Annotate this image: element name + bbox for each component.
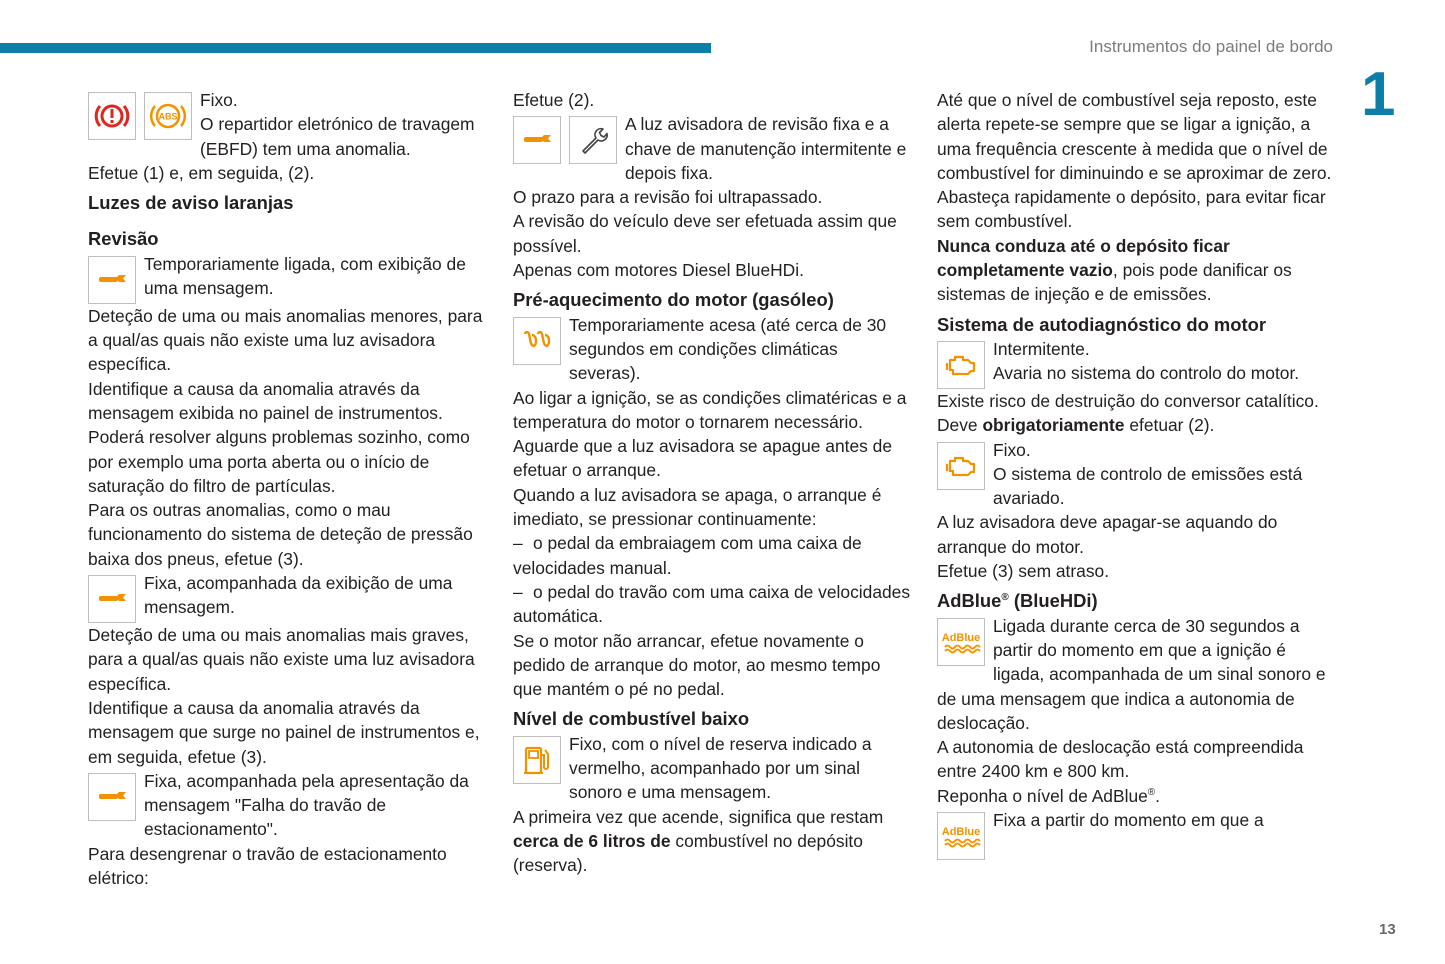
page-header-title: Instrumentos do painel de bordo [1089,37,1333,56]
engine-icon [937,341,985,389]
preheat-row [513,313,913,386]
engine-icon [937,442,985,490]
column-2 [513,88,913,878]
svg-text:ABS: ABS [158,111,178,122]
text: Deteção de uma ou mais anomalias mais graves, para a qual/as quais não existe uma luz avisadora específica. [88,625,475,694]
text [937,784,1332,808]
adblue-icon-label: AdBlue [941,631,981,644]
text: A primeira vez que acende, significa que restam [513,806,884,827]
text: o pedal do travão com uma caixa de velocidades automática. [513,581,911,627]
text: Identifique a causa da anomalia através da mensagem que surge no painel de instrumentos e, em seguida, efetue (3). [88,697,480,767]
adblue-icon [937,618,985,666]
text: A revisão do veículo deve ser efetuada assim que possível. [513,211,897,256]
service-row [88,571,484,623]
text: Fixa, acompanhada pela apresentação da mensagem "Falha do travão de estacionamento". [144,770,469,840]
text: A luz avisadora deve apagar-se aquando do arranque do motor. [937,512,1278,557]
text: Abasteça rapidamente o depósito, para evitar ficar sem combustível. [937,187,1326,232]
text: Efetue (2). [513,90,595,110]
glow-plug-icon [513,317,561,365]
text [513,805,913,878]
text: Temporariamente ligada, com exibição de uma mensagem. [144,253,466,299]
text: Temporariamente acesa (até cerca de 30 segundos em condições climáticas severas). [569,314,887,384]
section-heading: Sistema de autodiagnóstico do motor [937,313,1267,335]
text: Se o motor não arrancar, efetue novamente o pedido de arranque do motor, ao mesmo tempo que mantém o pé no pedal. [513,630,881,700]
text: Fixa a partir do momento em que a [993,810,1264,831]
engine-diag-row [937,337,1332,389]
brake-warning-row [88,88,484,161]
text: efetuar (2). [1124,415,1215,436]
text: Deve [937,415,983,436]
text: O sistema de controlo de emissões está avariado. [993,463,1303,509]
list-item [513,531,913,580]
text: Efetue (3) sem atraso. [937,561,1110,582]
text: Ao ligar a ignição, se as condições climatéricas e a temperatura do motor o tornarem necessário. [513,387,907,432]
text: Fixo, com o nível de reserva indicado a vermelho, acompanhado por um sinal sonoro e uma mensagem. [569,733,872,803]
chapter-number: 1 [1361,60,1396,129]
maintenance-spanner-icon [569,116,617,164]
section-heading: Nível de combustível baixo [513,708,750,730]
bold-text: Nunca conduza até o depósito ficar completamente vazio [937,235,1230,281]
wrench-icon [88,575,136,623]
text: Efetue (1) e, em seguida, (2). [88,162,315,183]
text: Fixa, acompanhada da exibição de uma mensagem. [144,573,453,618]
section-heading: Revisão [88,228,159,250]
text: Deteção de uma ou mais anomalias menores, para a qual/as quais não existe uma luz avisadora específica. [88,305,483,375]
adblue-icon [937,812,985,860]
engine-emission-row [937,438,1332,511]
text: Para os outras anomalias, como o mau funcionamento do sistema de deteção de pressão baixa dos pneus, efetue (3). [88,500,473,569]
column-1 [88,88,484,890]
wrench-icon [88,773,136,821]
fuel-row [513,732,913,805]
text [937,234,1332,307]
dash: – [513,581,523,602]
header-accent-bar [0,43,711,53]
text: Para desengrenar o travão de estacionamento elétrico: [88,843,447,889]
text: combustível no depósito (reserva). [513,830,863,876]
column-3 [937,88,1332,860]
text: Apenas com motores Diesel BlueHDi. [513,260,804,281]
text: Fixo. [993,439,1031,460]
abs-warning-icon [144,92,192,140]
text: Até que o nível de combustível seja reposto, este alerta repete-se sempre que se ligar a ignição, a uma frequência crescente à medida que o nível de combustível for diminuindo e se aproximar de zero. [937,90,1332,183]
section-heading: Luzes de aviso laranjas [88,192,294,214]
adblue-row [937,808,1332,860]
service-row [88,252,484,304]
text: AdBlue [937,590,1002,612]
text: Fixo. [200,90,238,110]
adblue-row [937,614,1332,735]
text: o pedal da embraiagem com uma caixa de velocidades manual. [513,533,862,578]
section-heading [937,589,1332,613]
text: A luz avisadora de revisão fixa e a chave de manutenção intermitente e depois fixa. [625,114,907,183]
text: Quando a luz avisadora se apaga, o arranque é imediato, se pressionar continuamente: [513,484,882,530]
bold-text: obrigatoriamente [982,415,1125,436]
text: Intermitente. [993,338,1090,359]
dash: – [513,533,523,554]
text: . [1155,785,1161,806]
registered-mark: ® [1001,592,1009,604]
text: Aguarde que a luz avisadora se apague antes de efetuar o arranque. [513,436,893,481]
text: Poderá resolver alguns problemas sozinho, como por exemplo uma porta aberta ou o início de saturação do filtro de partículas. [88,427,470,496]
text: Avaria no sistema do controlo do motor. [993,363,1300,384]
text: Existe risco de destruição do conversor catalítico. [937,390,1319,411]
wrench-icon [88,256,136,304]
text: O repartidor eletrónico de travagem (EBFD) tem uma anomalia. [200,114,475,159]
wrench-icon [513,116,561,164]
text [937,413,1332,437]
text: (BlueHDi) [1008,590,1098,612]
fuel-pump-icon [513,736,561,784]
text: A autonomia de deslocação está compreendida entre 2400 km e 800 km. [937,737,1304,782]
text: O prazo para a revisão foi ultrapassado. [513,187,823,208]
brake-warning-icon [88,92,136,140]
text: Ligada durante cerca de 30 segundos a partir do momento em que a ignição é ligada, acompanhada de um sinal sonoro e de uma mensagem que indica a autonomia de deslocação. [937,615,1326,733]
service-overdue-row [513,112,913,185]
page-number: 13 [1379,921,1396,938]
section-heading: Pré-aquecimento do motor (gasóleo) [513,289,834,311]
text: Reponha o nível de AdBlue [937,785,1148,806]
bold-text: cerca de 6 litros de [513,830,671,851]
service-row [88,769,484,842]
text: Identifique a causa da anomalia através da mensagem exibida no painel de instrumentos. [88,378,443,423]
adblue-icon-label: AdBlue [941,826,981,839]
text: , pois pode danificar os sistemas de injeção e de emissões. [937,260,1292,305]
list-item [513,580,913,629]
registered-mark: ® [1147,786,1156,798]
